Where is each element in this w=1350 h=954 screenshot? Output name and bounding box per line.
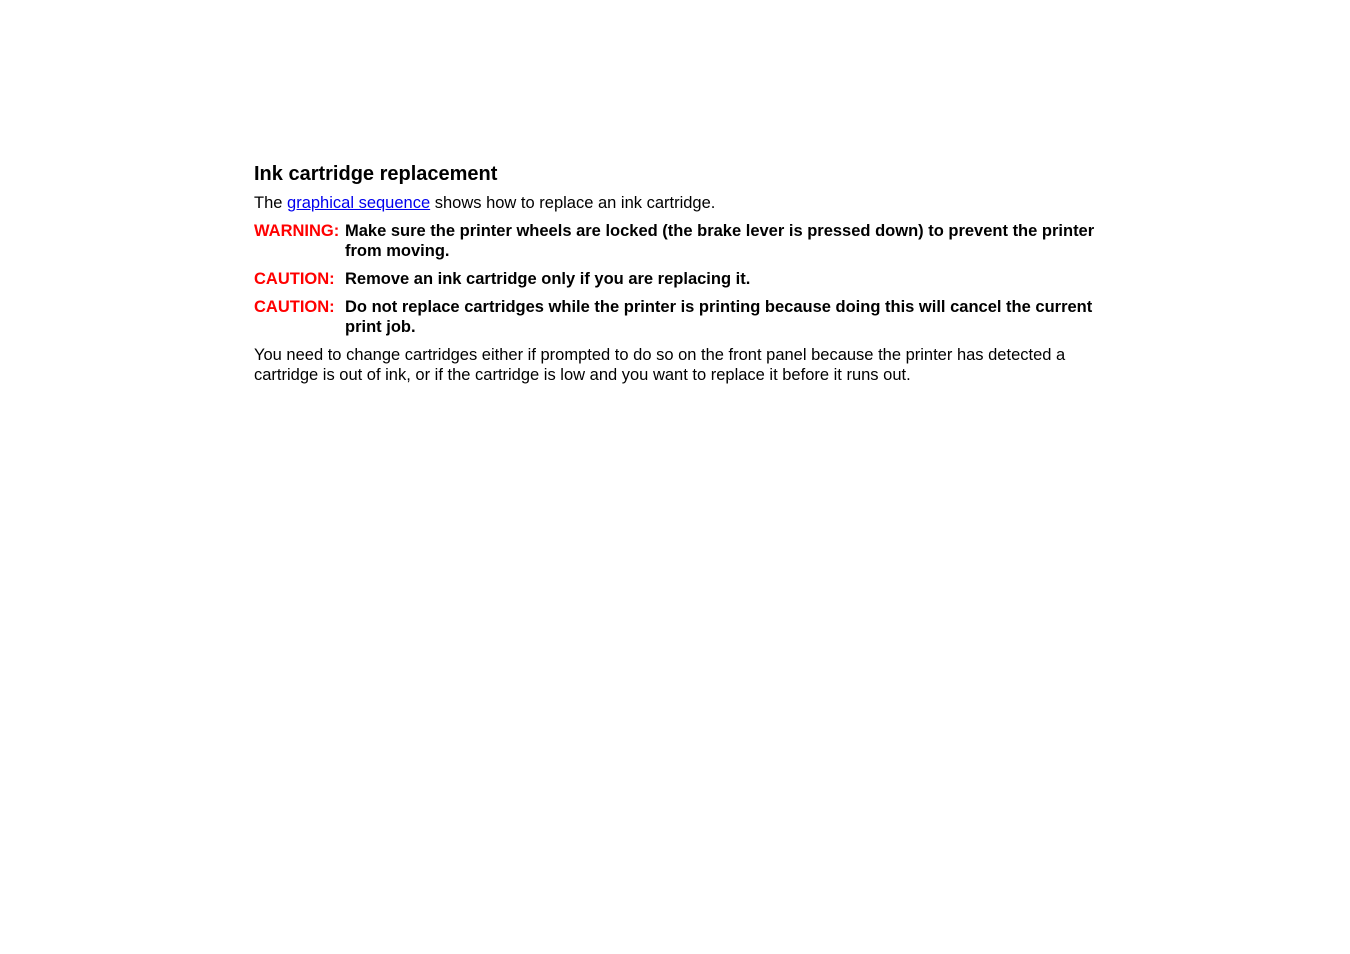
document-content <box>254 161 1104 393</box>
warning-text: Make sure the printer wheels are locked (the brake lever is pressed down) to prevent the printer from moving. <box>345 222 1095 260</box>
graphical-sequence-link[interactable]: graphical sequence <box>287 194 431 212</box>
caution-label: CAUTION: <box>254 298 335 316</box>
caution-text: Do not replace cartridges while the printer is printing because doing this will cancel the current print job. <box>345 298 1093 336</box>
caution-label: CAUTION: <box>254 270 335 288</box>
caution-note-remove <box>254 269 1104 289</box>
caution-text: Remove an ink cartridge only if you are replacing it. <box>345 270 751 288</box>
warning-label: WARNING: <box>254 222 340 240</box>
intro-text-after-link: shows how to replace an ink cartridge. <box>430 194 716 212</box>
body-paragraph: You need to change cartridges either if prompted to do so on the front panel because the printer has detected a cartridge is out of ink, or if the cartridge is low and you want to replace it before it runs out. <box>254 346 1066 384</box>
page-title: Ink cartridge replacement <box>254 163 498 185</box>
intro-paragraph <box>254 193 1104 213</box>
warning-note <box>254 221 1104 261</box>
intro-text-before-link: The <box>254 194 288 212</box>
caution-note-printing <box>254 297 1104 337</box>
